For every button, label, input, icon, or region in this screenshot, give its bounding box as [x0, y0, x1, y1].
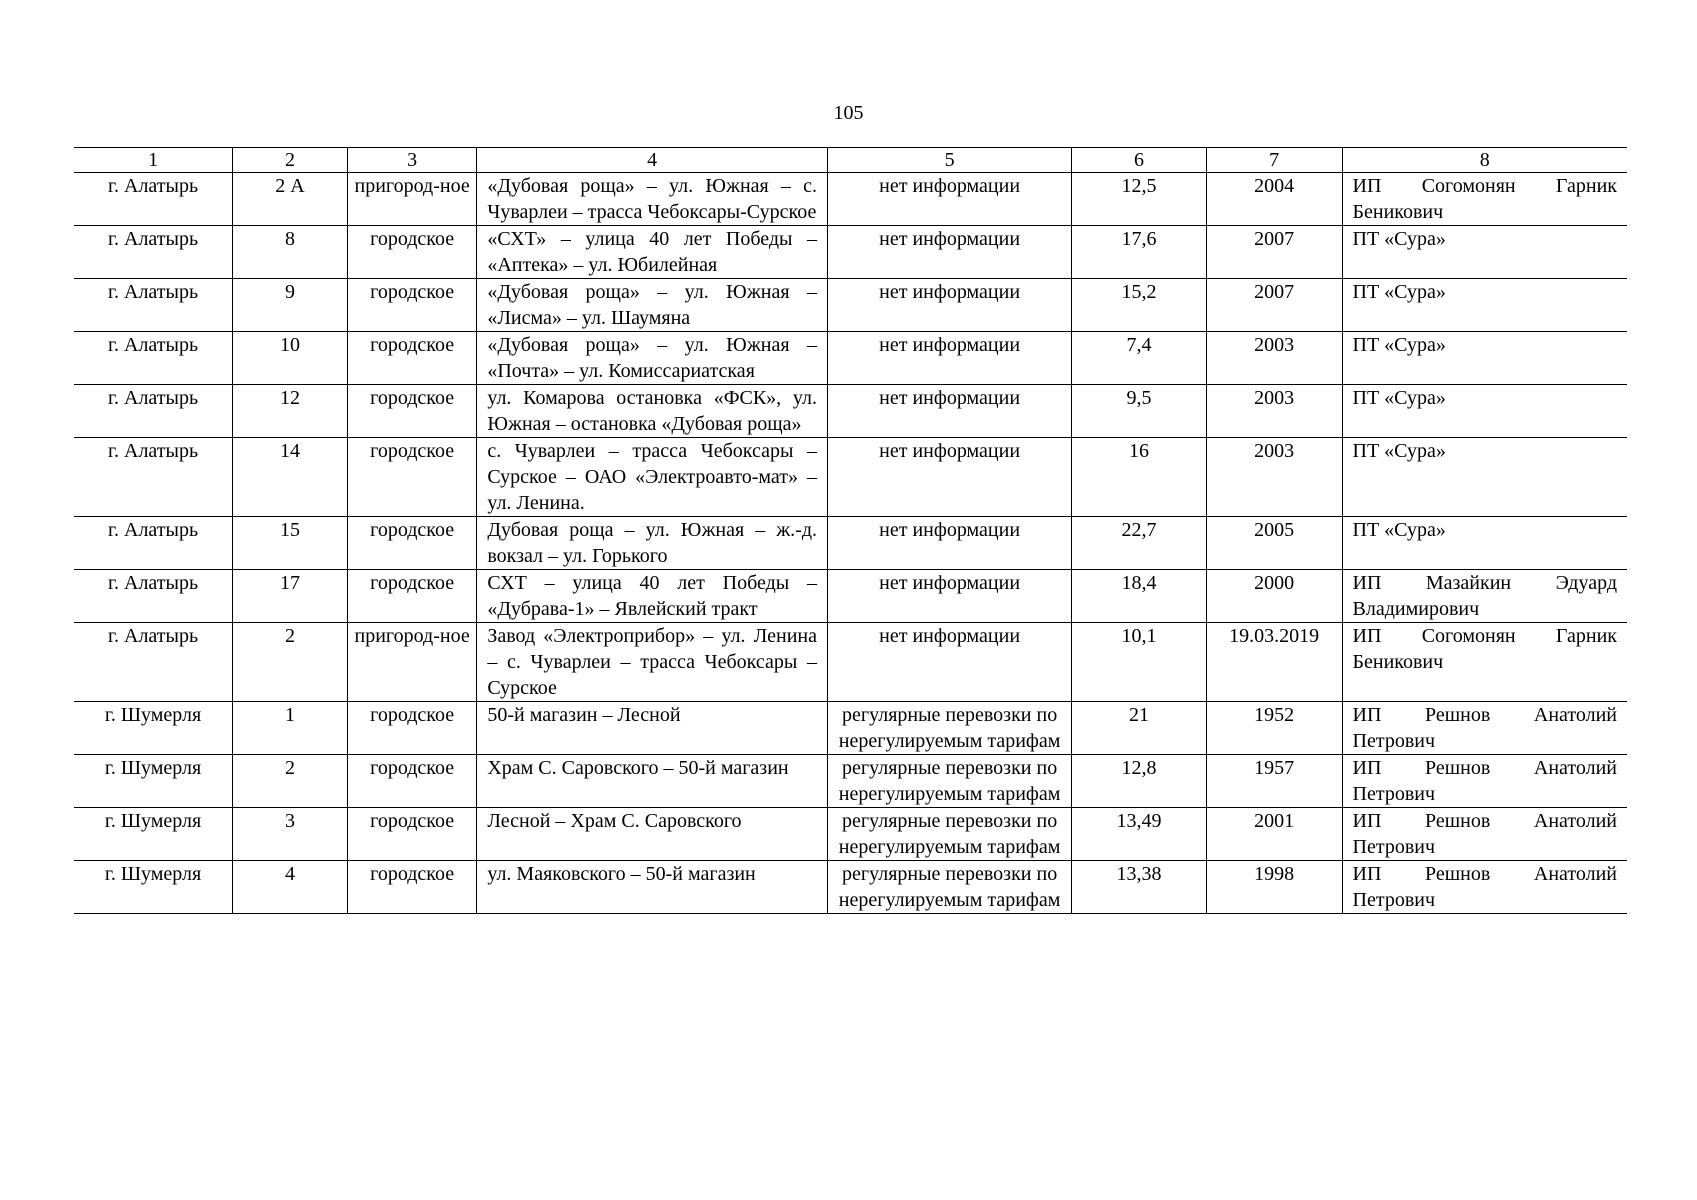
cell-route-number: 1 [233, 702, 348, 755]
cell-route-path: СХТ – улица 40 лет Победы – «Дубрава-1» – Явлейский тракт [477, 570, 828, 623]
cell-route-length: 13,49 [1072, 808, 1207, 861]
table-row [74, 702, 1627, 755]
column-header: 5 [828, 148, 1072, 173]
cell-route-length: 10,1 [1072, 623, 1207, 702]
cell-route-length: 13,38 [1072, 861, 1207, 914]
cell-carrier: ИП Решнов Анатолий Петрович [1342, 861, 1627, 914]
column-header: 1 [74, 148, 233, 173]
cell-opening-year: 2003 [1206, 385, 1342, 438]
cell-city: г. Алатырь [74, 385, 233, 438]
cell-city: г. Алатырь [74, 570, 233, 623]
cell-city: г. Алатырь [74, 279, 233, 332]
table-row [74, 570, 1627, 623]
cell-transport-mode: регулярные перевозки по нерегулируемым тарифам [828, 808, 1072, 861]
cell-route-path: «Дубовая роща» – ул. Южная – «Почта» – ул. Комиссариатская [477, 332, 828, 385]
cell-opening-year: 2000 [1206, 570, 1342, 623]
cell-route-type: городское [347, 226, 476, 279]
cell-city: г. Шумерля [74, 755, 233, 808]
cell-opening-year: 1998 [1206, 861, 1342, 914]
cell-route-type: городское [347, 385, 476, 438]
table-row [74, 623, 1627, 702]
column-header: 3 [347, 148, 476, 173]
cell-route-type: городское [347, 808, 476, 861]
cell-route-number: 14 [233, 438, 348, 517]
cell-carrier: ПТ «Сура» [1342, 438, 1627, 517]
cell-transport-mode: нет информации [828, 517, 1072, 570]
cell-transport-mode: нет информации [828, 226, 1072, 279]
cell-opening-year: 1957 [1206, 755, 1342, 808]
cell-route-path: Храм С. Саровского – 50-й магазин [477, 755, 828, 808]
cell-route-type: городское [347, 861, 476, 914]
cell-route-type: городское [347, 438, 476, 517]
cell-route-path: Дубовая роща – ул. Южная – ж.-д. вокзал – ул. Горького [477, 517, 828, 570]
header-row [74, 148, 1627, 173]
table-row [74, 385, 1627, 438]
cell-route-number: 2 А [233, 173, 348, 226]
cell-route-type: городское [347, 279, 476, 332]
cell-route-path: ул. Комарова остановка «ФСК», ул. Южная – остановка «Дубовая роща» [477, 385, 828, 438]
cell-city: г. Алатырь [74, 517, 233, 570]
table-row [74, 755, 1627, 808]
cell-city: г. Алатырь [74, 332, 233, 385]
cell-carrier: ПТ «Сура» [1342, 332, 1627, 385]
cell-carrier: ИП Решнов Анатолий Петрович [1342, 702, 1627, 755]
cell-route-path: «Дубовая роща» – ул. Южная – с. Чуварлеи – трасса Чебоксары-Сурское [477, 173, 828, 226]
column-header: 8 [1342, 148, 1627, 173]
cell-route-number: 12 [233, 385, 348, 438]
cell-route-path: «Дубовая роща» – ул. Южная – «Лисма» – ул. Шаумяна [477, 279, 828, 332]
cell-city: г. Алатырь [74, 623, 233, 702]
routes-table [74, 147, 1627, 914]
cell-opening-year: 2003 [1206, 438, 1342, 517]
cell-opening-year: 19.03.2019 [1206, 623, 1342, 702]
cell-route-number: 9 [233, 279, 348, 332]
cell-route-number: 2 [233, 755, 348, 808]
table-row [74, 808, 1627, 861]
cell-route-path: Лесной – Храм С. Саровского [477, 808, 828, 861]
cell-route-type: пригород-ное [347, 623, 476, 702]
cell-route-path: Завод «Электроприбор» – ул. Ленина – с. Чуварлеи – трасса Чебоксары – Сурское [477, 623, 828, 702]
cell-transport-mode: нет информации [828, 173, 1072, 226]
cell-route-length: 21 [1072, 702, 1207, 755]
cell-carrier: ИП Мазайкин Эдуард Владимирович [1342, 570, 1627, 623]
cell-city: г. Алатырь [74, 173, 233, 226]
cell-route-type: городское [347, 517, 476, 570]
cell-route-path: с. Чуварлеи – трасса Чебоксары – Сурское – ОАО «Электроавто-мат» – ул. Ленина. [477, 438, 828, 517]
cell-route-number: 8 [233, 226, 348, 279]
cell-route-type: городское [347, 570, 476, 623]
cell-transport-mode: нет информации [828, 438, 1072, 517]
cell-opening-year: 2003 [1206, 332, 1342, 385]
cell-opening-year: 2007 [1206, 226, 1342, 279]
table-row [74, 332, 1627, 385]
cell-carrier: ПТ «Сура» [1342, 279, 1627, 332]
cell-route-type: городское [347, 332, 476, 385]
cell-route-path: ул. Маяковского – 50-й магазин [477, 861, 828, 914]
cell-city: г. Шумерля [74, 861, 233, 914]
cell-route-length: 17,6 [1072, 226, 1207, 279]
cell-city: г. Шумерля [74, 702, 233, 755]
cell-route-length: 16 [1072, 438, 1207, 517]
cell-route-number: 17 [233, 570, 348, 623]
cell-opening-year: 2007 [1206, 279, 1342, 332]
column-header: 7 [1206, 148, 1342, 173]
cell-carrier: ИП Согомонян Гарник Беникович [1342, 623, 1627, 702]
table-row [74, 438, 1627, 517]
cell-route-number: 10 [233, 332, 348, 385]
column-header: 4 [477, 148, 828, 173]
cell-carrier: ИП Решнов Анатолий Петрович [1342, 755, 1627, 808]
cell-opening-year: 2005 [1206, 517, 1342, 570]
table-row [74, 861, 1627, 914]
cell-transport-mode: регулярные перевозки по нерегулируемым тарифам [828, 702, 1072, 755]
cell-transport-mode: регулярные перевозки по нерегулируемым тарифам [828, 861, 1072, 914]
cell-route-length: 18,4 [1072, 570, 1207, 623]
cell-opening-year: 1952 [1206, 702, 1342, 755]
cell-route-type: городское [347, 755, 476, 808]
cell-city: г. Алатырь [74, 438, 233, 517]
column-header: 2 [233, 148, 348, 173]
cell-route-length: 15,2 [1072, 279, 1207, 332]
cell-carrier: ИП Согомонян Гарник Беникович [1342, 173, 1627, 226]
cell-route-path: «СХТ» – улица 40 лет Победы – «Аптека» – ул. Юбилейная [477, 226, 828, 279]
table-body [74, 173, 1627, 914]
cell-route-number: 3 [233, 808, 348, 861]
cell-route-number: 15 [233, 517, 348, 570]
cell-route-length: 12,5 [1072, 173, 1207, 226]
cell-opening-year: 2004 [1206, 173, 1342, 226]
cell-carrier: ИП Решнов Анатолий Петрович [1342, 808, 1627, 861]
cell-transport-mode: нет информации [828, 570, 1072, 623]
column-header: 6 [1072, 148, 1207, 173]
cell-route-number: 4 [233, 861, 348, 914]
cell-opening-year: 2001 [1206, 808, 1342, 861]
cell-city: г. Алатырь [74, 226, 233, 279]
cell-carrier: ПТ «Сура» [1342, 226, 1627, 279]
cell-route-length: 12,8 [1072, 755, 1207, 808]
cell-route-type: пригород-ное [347, 173, 476, 226]
table-row [74, 517, 1627, 570]
cell-route-length: 9,5 [1072, 385, 1207, 438]
cell-route-type: городское [347, 702, 476, 755]
cell-carrier: ПТ «Сура» [1342, 517, 1627, 570]
cell-route-number: 2 [233, 623, 348, 702]
cell-transport-mode: регулярные перевозки по нерегулируемым тарифам [828, 755, 1072, 808]
cell-carrier: ПТ «Сура» [1342, 385, 1627, 438]
cell-city: г. Шумерля [74, 808, 233, 861]
cell-transport-mode: нет информации [828, 279, 1072, 332]
cell-transport-mode: нет информации [828, 332, 1072, 385]
cell-route-path: 50-й магазин – Лесной [477, 702, 828, 755]
table-row [74, 226, 1627, 279]
cell-transport-mode: нет информации [828, 385, 1072, 438]
page-number: 105 [833, 102, 864, 124]
cell-transport-mode: нет информации [828, 623, 1072, 702]
table-row [74, 279, 1627, 332]
table-row [74, 173, 1627, 226]
cell-route-length: 22,7 [1072, 517, 1207, 570]
cell-route-length: 7,4 [1072, 332, 1207, 385]
